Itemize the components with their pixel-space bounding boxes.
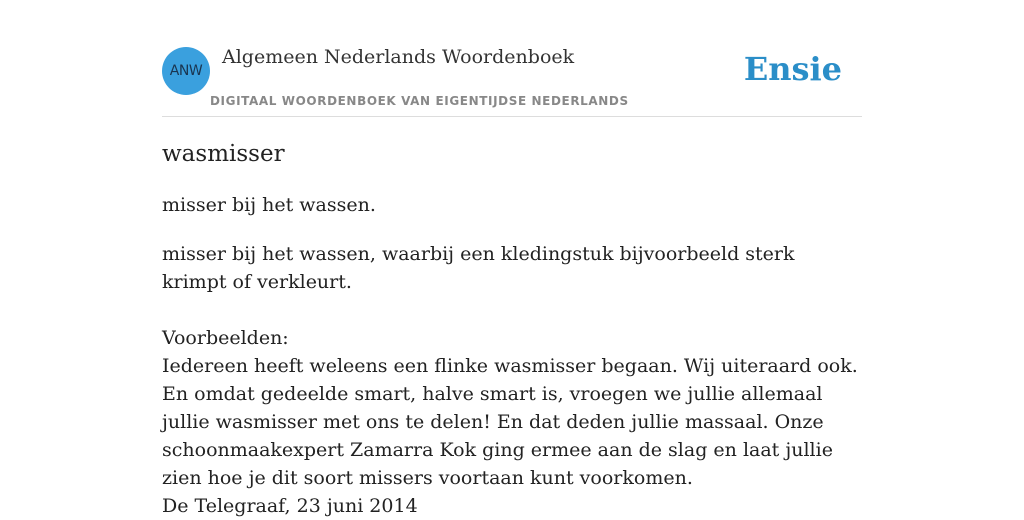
page-container	[162, 0, 862, 517]
example-text: Iedereen heeft weleens een flinke wasmisser begaan. Wij uiteraard ook. En omdat gedeelde smart, halve smart is, vroegen we jullie allemaal jullie wasmisser met ons te delen! En dat deden jullie massaal. Onze schoonmaakexpert Zamarra Kok ging ermee aan de slag en laat jullie zien hoe je dit soort missers voortaan kunt voorkomen.	[162, 355, 858, 489]
definition-block	[162, 240, 862, 520]
example-source: De Telegraaf, 23 juni 2014	[162, 495, 418, 517]
site-subtitle: DIGITAAL WOORDENBOEK VAN EIGENTIJDSE NEDERLANDS	[210, 94, 629, 108]
site-title[interactable]: Algemeen Nederlands Woordenboek	[222, 46, 575, 68]
site-header	[162, 0, 862, 117]
anw-logo[interactable]	[162, 47, 210, 95]
examples-label: Voorbeelden:	[162, 327, 289, 349]
headword: wasmisser	[162, 141, 285, 167]
short-definition: misser bij het wassen.	[162, 194, 376, 216]
spacer	[162, 296, 862, 324]
ensie-brand-link[interactable]: Ensie	[743, 50, 842, 88]
logo-text: ANW	[169, 63, 203, 79]
long-definition: misser bij het wassen, waarbij een kledingstuk bijvoorbeeld sterk krimpt of verkleurt.	[162, 243, 795, 293]
